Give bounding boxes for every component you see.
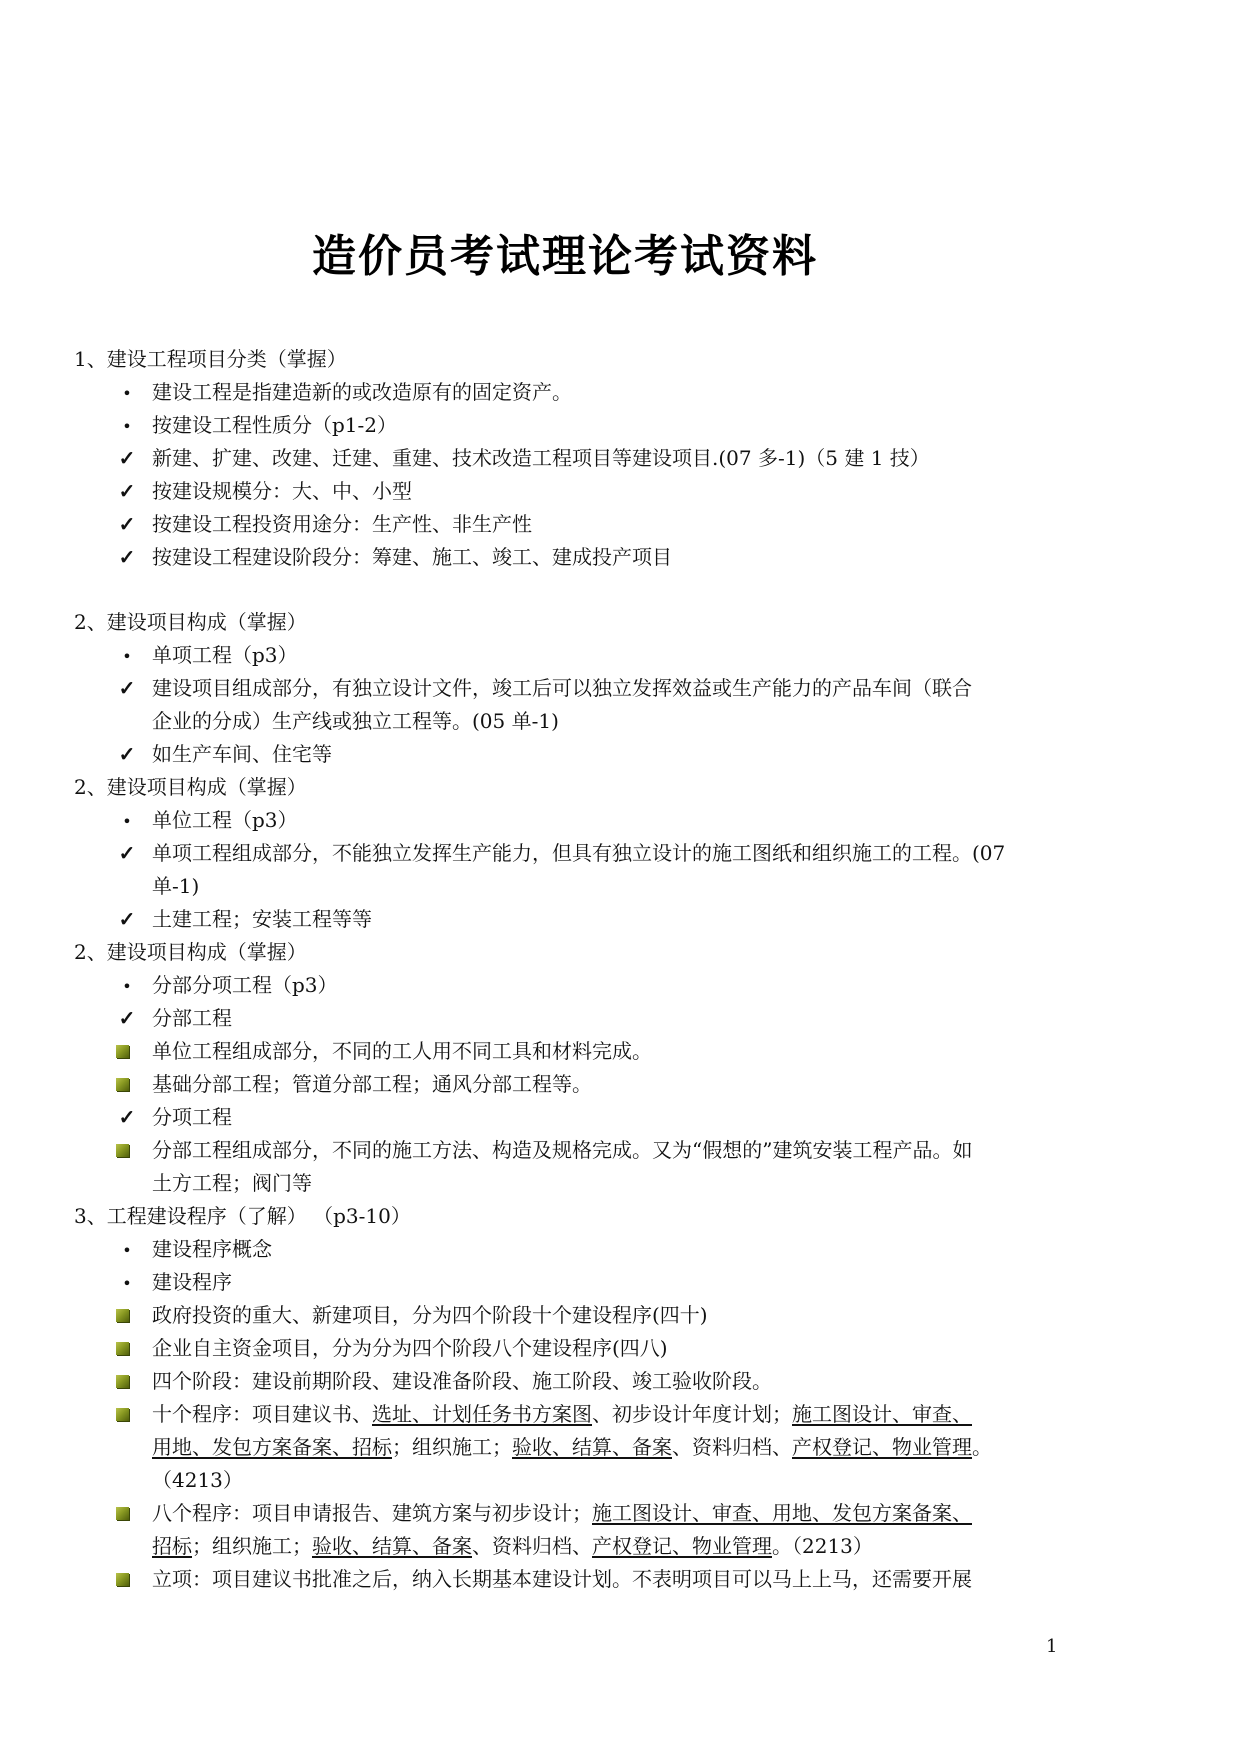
- underlined-text: 选址、计划任务书方案图: [372, 1402, 592, 1426]
- list-item-text: [152, 1497, 972, 1530]
- checkmark-icon: [116, 1101, 138, 1134]
- list-item-text: 企业的分成）生产线或独立工程等。(05 单-1): [152, 709, 559, 733]
- section-heading: 1、建设工程项目分类（掌握）: [74, 347, 347, 371]
- checkmark-icon: [116, 541, 138, 574]
- list-item-text: 分部工程组成部分，不同的施工方法、构造及规格完成。又为“假想的”建筑安装工程产品。如: [152, 1138, 973, 1162]
- list-item-text: [152, 1431, 992, 1464]
- list-item-text: 土建工程；安装工程等等: [152, 907, 372, 931]
- text-segment: ；组织施工；: [392, 1435, 512, 1459]
- square-bullet-icon: [116, 1144, 129, 1157]
- dot-bullet-icon: [116, 804, 138, 837]
- list-item-text: 基础分部工程；管道分部工程；通风分部工程等。: [152, 1072, 592, 1096]
- checkmark-icon: [116, 475, 138, 508]
- text-segment: 、资料归档、: [672, 1435, 792, 1459]
- checkmark-icon: [116, 738, 138, 771]
- list-item-text: 分部分项工程（p3）: [152, 973, 338, 997]
- list-item-text: 土方工程；阀门等: [152, 1171, 312, 1195]
- square-bullet-icon: [116, 1342, 129, 1355]
- text-segment: 八个程序：项目申请报告、建筑方案与初步设计；: [152, 1501, 592, 1525]
- underlined-text: 验收、结算、备案: [512, 1435, 672, 1459]
- underlined-text: 用地、发包方案备案、招标: [152, 1435, 392, 1459]
- list-item-text: 分部工程: [152, 1006, 232, 1030]
- list-item-text: 分项工程: [152, 1105, 232, 1129]
- dot-bullet-icon: [116, 409, 138, 442]
- underlined-text: 施工图设计、审查、用地、发包方案备案、: [592, 1501, 972, 1525]
- list-item-text: 单项工程（p3）: [152, 643, 298, 667]
- text-segment: 。（2213）: [772, 1534, 873, 1558]
- list-item-text: 按建设规模分：大、中、小型: [152, 479, 412, 503]
- list-item-text: 按建设工程性质分（p1-2）: [152, 413, 398, 437]
- list-item-text: 四个阶段：建设前期阶段、建设准备阶段、施工阶段、竣工验收阶段。: [152, 1369, 772, 1393]
- text-segment: ；组织施工；: [192, 1534, 312, 1558]
- square-bullet-icon: [116, 1375, 129, 1388]
- list-item-text: 单位工程（p3）: [152, 808, 298, 832]
- text-segment: 、资料归档、: [472, 1534, 592, 1558]
- section-heading: 3、工程建设程序（了解） （p3-10）: [74, 1204, 411, 1228]
- section-heading: 2、建设项目构成（掌握）: [74, 940, 307, 964]
- dot-bullet-icon: [116, 1233, 138, 1266]
- list-item-text: 新建、扩建、改建、迁建、重建、技术改造工程项目等建设项目.(07 多-1)（5 建 1 技）: [152, 446, 930, 470]
- square-bullet-icon: [116, 1408, 129, 1421]
- checkmark-icon: [116, 508, 138, 541]
- dot-bullet-icon: [116, 969, 138, 1002]
- underlined-text: 验收、结算、备案: [312, 1534, 472, 1558]
- dot-bullet-icon: [116, 1266, 138, 1299]
- document-title: 造价员考试理论考试资料: [312, 231, 818, 282]
- list-item-text: 按建设工程投资用途分：生产性、非生产性: [152, 512, 532, 536]
- list-item-text: [152, 1530, 873, 1563]
- list-item-text: 建设程序: [152, 1270, 232, 1294]
- dot-bullet-icon: [116, 639, 138, 672]
- dot-bullet-icon: [116, 376, 138, 409]
- checkmark-icon: [116, 837, 138, 870]
- list-item-text: 按建设工程建设阶段分：筹建、施工、竣工、建成投产项目: [152, 545, 672, 569]
- list-item-text: 建设工程是指建造新的或改造原有的固定资产。: [152, 380, 572, 404]
- list-item-text: 如生产车间、住宅等: [152, 742, 332, 766]
- list-item-text: 立项：项目建议书批准之后，纳入长期基本建设计划。不表明项目可以马上上马，还需要开展: [152, 1567, 972, 1591]
- list-item-text: 单-1): [152, 874, 200, 898]
- underlined-text: 产权登记、物业管理: [592, 1534, 772, 1558]
- list-item-text: 建设项目组成部分，有独立设计文件，竣工后可以独立发挥效益或生产能力的产品车间（联合: [152, 676, 972, 700]
- underlined-text: 招标: [152, 1534, 192, 1558]
- list-item-text: 企业自主资金项目，分为分为四个阶段八个建设程序(四八): [152, 1336, 668, 1360]
- square-bullet-icon: [116, 1573, 129, 1586]
- list-item-text: 建设程序概念: [152, 1237, 272, 1261]
- list-item-text: [152, 1398, 972, 1431]
- list-item-text: 单位工程组成部分，不同的工人用不同工具和材料完成。: [152, 1039, 652, 1063]
- text-segment: 、初步设计年度计划；: [592, 1402, 792, 1426]
- checkmark-icon: [116, 442, 138, 475]
- checkmark-icon: [116, 903, 138, 936]
- underlined-text: 产权登记、物业管理: [792, 1435, 972, 1459]
- text-segment: 十个程序：项目建议书、: [152, 1402, 372, 1426]
- square-bullet-icon: [116, 1045, 129, 1058]
- section-heading: 2、建设项目构成（掌握）: [74, 775, 307, 799]
- list-item-text: （4213）: [152, 1468, 243, 1492]
- square-bullet-icon: [116, 1078, 129, 1091]
- text-segment: 。: [972, 1435, 992, 1459]
- section-heading: 2、建设项目构成（掌握）: [74, 610, 307, 634]
- underlined-text: 施工图设计、审查、: [792, 1402, 972, 1426]
- list-item-text: 政府投资的重大、新建项目，分为四个阶段十个建设程序(四十): [152, 1303, 708, 1327]
- checkmark-icon: [116, 1002, 138, 1035]
- checkmark-icon: [116, 672, 138, 705]
- square-bullet-icon: [116, 1309, 129, 1322]
- list-item-text: 单项工程组成部分，不能独立发挥生产能力，但具有独立设计的施工图纸和组织施工的工程。(07: [152, 841, 1006, 865]
- square-bullet-icon: [116, 1507, 129, 1520]
- page-number: 1: [1046, 1636, 1058, 1657]
